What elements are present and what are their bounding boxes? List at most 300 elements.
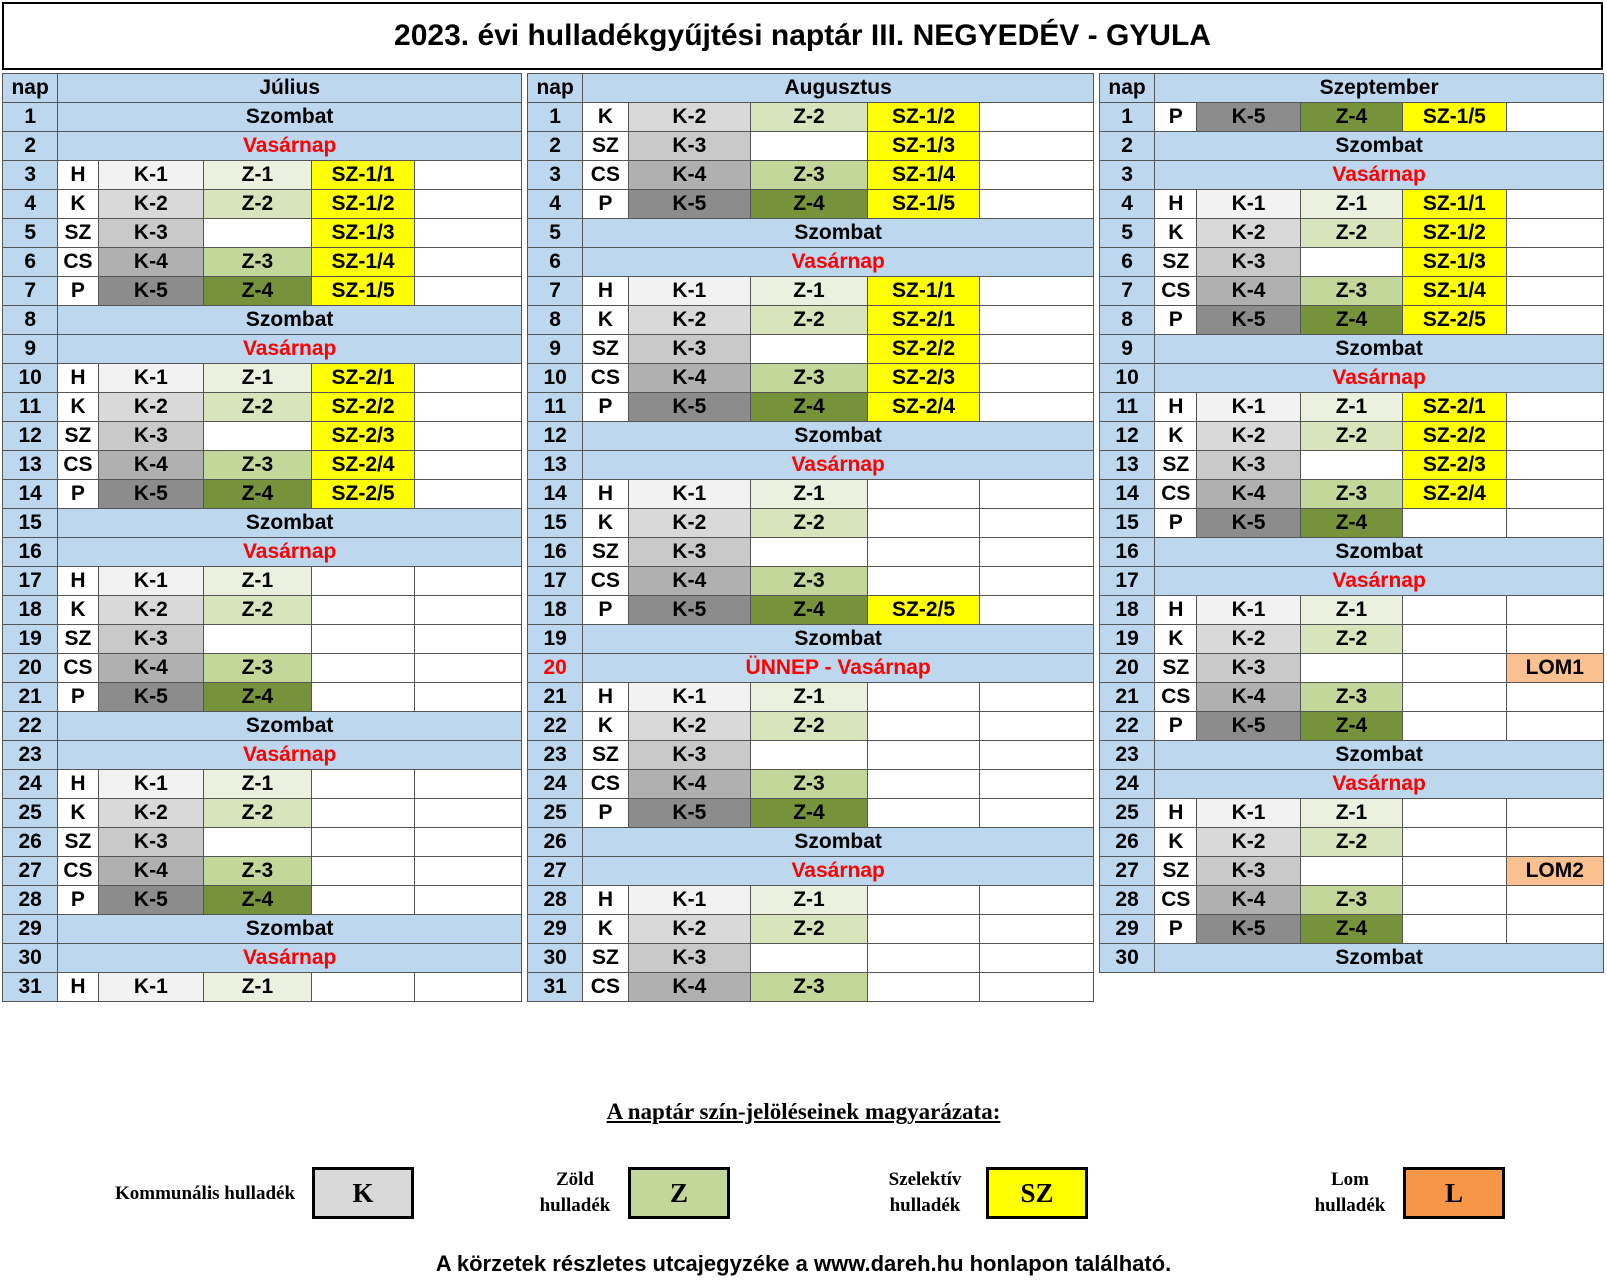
- kommunalis-cell: K-3: [1197, 857, 1300, 886]
- zold-cell: Z-1: [751, 277, 868, 306]
- weekday-cell: SZ: [1155, 248, 1197, 277]
- weekend-cell: Szombat: [58, 306, 522, 335]
- zold-cell: Z-3: [751, 567, 868, 596]
- calendar-august: [527, 73, 1094, 1002]
- weekday-cell: SZ: [583, 132, 628, 161]
- weekday-cell: P: [58, 277, 98, 306]
- kommunalis-cell: K-4: [98, 857, 204, 886]
- szelektiv-cell: [311, 654, 415, 683]
- day-number: 9: [528, 335, 583, 364]
- weekday-cell: CS: [583, 770, 628, 799]
- szelektiv-cell: SZ-2/2: [867, 335, 980, 364]
- kommunalis-cell: K-4: [1197, 683, 1300, 712]
- day-number: 20: [528, 654, 583, 683]
- holiday-cell: Vasárnap: [1155, 161, 1604, 190]
- szelektiv-cell: [867, 509, 980, 538]
- weekday-cell: H: [58, 567, 98, 596]
- legend-label-szelektiv: Szelektív hulladék: [888, 1169, 962, 1216]
- lom-cell: [415, 625, 522, 654]
- day-number: 13: [528, 451, 583, 480]
- day-number: 28: [1100, 886, 1155, 915]
- day-number: 23: [1100, 741, 1155, 770]
- zold-cell: Z-3: [204, 248, 312, 277]
- kommunalis-cell: K-4: [1197, 277, 1300, 306]
- kommunalis-cell: K-5: [98, 480, 204, 509]
- day-column-header: nap: [1100, 74, 1155, 103]
- day-number: 5: [528, 219, 583, 248]
- day-row: [1100, 480, 1604, 509]
- zold-cell: Z-3: [1300, 886, 1402, 915]
- zold-cell: Z-2: [204, 393, 312, 422]
- day-number: 18: [3, 596, 58, 625]
- zold-cell: Z-4: [1300, 103, 1402, 132]
- kommunalis-cell: K-3: [98, 828, 204, 857]
- szelektiv-cell: SZ-1/2: [1403, 219, 1506, 248]
- zold-cell: Z-3: [1300, 683, 1402, 712]
- lom-cell: [415, 886, 522, 915]
- day-row: [1100, 915, 1604, 944]
- szelektiv-cell: SZ-1/1: [311, 161, 415, 190]
- page-title: 2023. évi hulladékgyűjtési naptár III. NEGYEDÉV - GYULA: [2, 2, 1603, 70]
- zold-cell: Z-1: [751, 683, 868, 712]
- day-number: 31: [3, 973, 58, 1002]
- day-row: [1100, 828, 1604, 857]
- szelektiv-cell: SZ-2/5: [311, 480, 415, 509]
- lom-cell: [1506, 277, 1603, 306]
- weekday-cell: K: [1155, 828, 1197, 857]
- kommunalis-cell: K-4: [628, 567, 751, 596]
- day-number: 21: [528, 683, 583, 712]
- day-number: 22: [1100, 712, 1155, 741]
- lom-cell: [980, 509, 1094, 538]
- weekday-cell: SZ: [58, 219, 98, 248]
- weekday-cell: H: [58, 770, 98, 799]
- lom-cell: [980, 364, 1094, 393]
- kommunalis-cell: K-1: [98, 770, 204, 799]
- weekday-cell: K: [58, 190, 98, 219]
- day-number: 8: [528, 306, 583, 335]
- day-number: 20: [1100, 654, 1155, 683]
- day-row: [528, 277, 1094, 306]
- szelektiv-cell: SZ-2/3: [1403, 451, 1506, 480]
- kommunalis-cell: K-4: [628, 161, 751, 190]
- day-number: 24: [3, 770, 58, 799]
- lom-cell: [980, 683, 1094, 712]
- kommunalis-cell: K-5: [1197, 509, 1300, 538]
- zold-cell: [1300, 654, 1402, 683]
- day-number: 22: [3, 712, 58, 741]
- lom-cell: [980, 335, 1094, 364]
- day-number: 21: [3, 683, 58, 712]
- szelektiv-cell: [867, 741, 980, 770]
- day-row: [1100, 219, 1604, 248]
- weekday-cell: H: [1155, 799, 1197, 828]
- szelektiv-cell: [867, 770, 980, 799]
- szelektiv-cell: SZ-1/3: [311, 219, 415, 248]
- day-row: [3, 393, 522, 422]
- zold-cell: Z-3: [751, 770, 868, 799]
- lom-cell: [415, 364, 522, 393]
- weekday-cell: P: [58, 480, 98, 509]
- weekday-cell: P: [583, 799, 628, 828]
- kommunalis-cell: K-2: [1197, 422, 1300, 451]
- lom-cell: LOM2: [1506, 857, 1603, 886]
- kommunalis-cell: K-2: [98, 393, 204, 422]
- kommunalis-cell: K-3: [628, 132, 751, 161]
- lom-cell: [980, 393, 1094, 422]
- day-row: [3, 625, 522, 654]
- day-number: 17: [1100, 567, 1155, 596]
- lom-cell: [980, 277, 1094, 306]
- kommunalis-cell: K-3: [628, 944, 751, 973]
- day-number: 4: [528, 190, 583, 219]
- zold-cell: Z-4: [751, 799, 868, 828]
- day-number: 28: [3, 886, 58, 915]
- lom-cell: [980, 306, 1094, 335]
- weekday-cell: CS: [1155, 480, 1197, 509]
- lom-cell: [1506, 712, 1603, 741]
- weekday-cell: SZ: [58, 422, 98, 451]
- day-number: 26: [528, 828, 583, 857]
- szelektiv-cell: [1403, 712, 1506, 741]
- day-number: 29: [3, 915, 58, 944]
- day-number: 14: [3, 480, 58, 509]
- day-row: [1100, 335, 1604, 364]
- day-number: 20: [3, 654, 58, 683]
- day-row: [1100, 364, 1604, 393]
- kommunalis-cell: K-2: [1197, 219, 1300, 248]
- szelektiv-cell: SZ-1/2: [867, 103, 980, 132]
- lom-cell: [415, 277, 522, 306]
- day-row: [528, 393, 1094, 422]
- szelektiv-cell: [867, 973, 980, 1002]
- weekend-cell: Szombat: [58, 915, 522, 944]
- zold-cell: Z-2: [1300, 828, 1402, 857]
- szelektiv-cell: [867, 886, 980, 915]
- weekday-cell: SZ: [1155, 857, 1197, 886]
- zold-cell: Z-2: [751, 712, 868, 741]
- day-row: [3, 509, 522, 538]
- zold-cell: Z-4: [1300, 712, 1402, 741]
- kommunalis-cell: K-3: [98, 219, 204, 248]
- day-row: [528, 712, 1094, 741]
- day-row: [1100, 161, 1604, 190]
- weekday-cell: CS: [1155, 886, 1197, 915]
- day-number: 24: [1100, 770, 1155, 799]
- day-row: [528, 422, 1094, 451]
- day-number: 15: [528, 509, 583, 538]
- day-number: 2: [3, 132, 58, 161]
- weekday-cell: SZ: [583, 741, 628, 770]
- szelektiv-cell: [311, 567, 415, 596]
- day-row: [1100, 741, 1604, 770]
- day-row: [1100, 567, 1604, 596]
- szelektiv-cell: [867, 683, 980, 712]
- day-number: 16: [528, 538, 583, 567]
- kommunalis-cell: K-1: [1197, 596, 1300, 625]
- weekday-cell: K: [1155, 422, 1197, 451]
- day-row: [3, 480, 522, 509]
- legend-label-zold: Zöld hulladék: [539, 1169, 611, 1216]
- holiday-cell: Vasárnap: [1155, 770, 1604, 799]
- weekday-cell: H: [583, 886, 628, 915]
- weekday-cell: P: [1155, 712, 1197, 741]
- lom-cell: [1506, 190, 1603, 219]
- month-header-row: [3, 74, 522, 103]
- zold-cell: Z-4: [204, 683, 312, 712]
- day-number: 27: [528, 857, 583, 886]
- weekday-cell: H: [58, 364, 98, 393]
- szelektiv-cell: [311, 973, 415, 1002]
- szelektiv-cell: [311, 886, 415, 915]
- day-number: 11: [528, 393, 583, 422]
- weekday-cell: K: [1155, 625, 1197, 654]
- kommunalis-cell: K-1: [1197, 799, 1300, 828]
- day-row: [3, 770, 522, 799]
- day-number: 11: [1100, 393, 1155, 422]
- kommunalis-cell: K-5: [1197, 306, 1300, 335]
- lom-cell: [980, 944, 1094, 973]
- zold-cell: Z-2: [1300, 422, 1402, 451]
- day-number: 15: [3, 509, 58, 538]
- day-row: [528, 828, 1094, 857]
- szelektiv-cell: SZ-1/4: [311, 248, 415, 277]
- zold-cell: Z-2: [1300, 625, 1402, 654]
- zold-cell: Z-2: [1300, 219, 1402, 248]
- weekday-cell: P: [1155, 915, 1197, 944]
- szelektiv-cell: SZ-1/1: [1403, 190, 1506, 219]
- szelektiv-cell: [1403, 625, 1506, 654]
- kommunalis-cell: K-5: [1197, 915, 1300, 944]
- day-row: [3, 451, 522, 480]
- day-row: [528, 741, 1094, 770]
- day-number: 10: [528, 364, 583, 393]
- kommunalis-cell: K-5: [1197, 103, 1300, 132]
- weekday-cell: P: [583, 393, 628, 422]
- lom-cell: [1506, 625, 1603, 654]
- zold-cell: Z-1: [1300, 393, 1402, 422]
- day-number: 2: [1100, 132, 1155, 161]
- lom-cell: [980, 161, 1094, 190]
- lom-cell: [415, 683, 522, 712]
- holiday-cell: ÜNNEP - Vasárnap: [583, 654, 1094, 683]
- holiday-cell: Vasárnap: [1155, 364, 1604, 393]
- kommunalis-cell: K-5: [628, 190, 751, 219]
- zold-cell: Z-4: [751, 596, 868, 625]
- day-row: [528, 538, 1094, 567]
- kommunalis-cell: K-3: [98, 422, 204, 451]
- day-row: [528, 596, 1094, 625]
- kommunalis-cell: K-5: [98, 886, 204, 915]
- lom-cell: [980, 596, 1094, 625]
- day-row: [528, 480, 1094, 509]
- zold-cell: Z-1: [1300, 596, 1402, 625]
- day-number: 17: [3, 567, 58, 596]
- zold-cell: Z-4: [204, 480, 312, 509]
- day-number: 28: [528, 886, 583, 915]
- day-row: [528, 973, 1094, 1002]
- kommunalis-cell: K-1: [628, 683, 751, 712]
- day-number: 7: [528, 277, 583, 306]
- day-row: [3, 886, 522, 915]
- day-row: [1100, 248, 1604, 277]
- weekday-cell: P: [1155, 103, 1197, 132]
- day-row: [528, 248, 1094, 277]
- weekday-cell: SZ: [1155, 654, 1197, 683]
- szelektiv-cell: [1403, 654, 1506, 683]
- szelektiv-cell: [867, 712, 980, 741]
- day-column-header: nap: [528, 74, 583, 103]
- szelektiv-cell: [1403, 915, 1506, 944]
- kommunalis-cell: K-1: [98, 364, 204, 393]
- kommunalis-cell: K-5: [98, 683, 204, 712]
- day-number: 14: [1100, 480, 1155, 509]
- szelektiv-cell: [1403, 886, 1506, 915]
- day-number: 12: [528, 422, 583, 451]
- day-row: [3, 364, 522, 393]
- day-number: 27: [3, 857, 58, 886]
- weekday-cell: CS: [1155, 683, 1197, 712]
- kommunalis-cell: K-4: [628, 364, 751, 393]
- weekend-cell: Szombat: [1155, 538, 1604, 567]
- weekday-cell: P: [583, 596, 628, 625]
- lom-cell: [1506, 683, 1603, 712]
- holiday-cell: Vasárnap: [583, 248, 1094, 277]
- szelektiv-cell: [311, 683, 415, 712]
- lom-cell: [980, 132, 1094, 161]
- day-number: 22: [528, 712, 583, 741]
- szelektiv-cell: SZ-2/4: [311, 451, 415, 480]
- szelektiv-cell: SZ-1/5: [311, 277, 415, 306]
- kommunalis-cell: K-4: [1197, 886, 1300, 915]
- kommunalis-cell: K-3: [1197, 451, 1300, 480]
- day-row: [3, 857, 522, 886]
- zold-cell: Z-4: [1300, 509, 1402, 538]
- day-number: 1: [1100, 103, 1155, 132]
- szelektiv-cell: [867, 799, 980, 828]
- kommunalis-cell: K-2: [628, 915, 751, 944]
- szelektiv-cell: SZ-2/4: [867, 393, 980, 422]
- weekday-cell: CS: [58, 248, 98, 277]
- footer-note: A körzetek részletes utcajegyzéke a www.dareh.hu honlapon található.: [435, 1251, 1172, 1276]
- weekend-cell: Szombat: [1155, 944, 1604, 973]
- weekday-cell: SZ: [583, 944, 628, 973]
- szelektiv-cell: [311, 625, 415, 654]
- szelektiv-cell: [1403, 683, 1506, 712]
- day-row: [1100, 132, 1604, 161]
- kommunalis-cell: K-1: [628, 277, 751, 306]
- kommunalis-cell: K-1: [1197, 393, 1300, 422]
- day-row: [528, 335, 1094, 364]
- kommunalis-cell: K-4: [628, 973, 751, 1002]
- weekday-cell: CS: [583, 567, 628, 596]
- zold-cell: Z-1: [204, 161, 312, 190]
- day-number: 16: [1100, 538, 1155, 567]
- szelektiv-cell: SZ-2/2: [311, 393, 415, 422]
- lom-cell: [1506, 219, 1603, 248]
- zold-cell: Z-3: [204, 451, 312, 480]
- zold-cell: [1300, 248, 1402, 277]
- day-row: [1100, 857, 1604, 886]
- kommunalis-cell: K-3: [628, 538, 751, 567]
- day-row: [528, 190, 1094, 219]
- kommunalis-cell: K-5: [628, 596, 751, 625]
- szelektiv-cell: SZ-1/5: [867, 190, 980, 219]
- weekday-cell: P: [1155, 509, 1197, 538]
- day-number: 11: [3, 393, 58, 422]
- zold-cell: Z-1: [204, 364, 312, 393]
- day-row: [1100, 277, 1604, 306]
- zold-cell: Z-1: [204, 567, 312, 596]
- zold-cell: Z-4: [1300, 306, 1402, 335]
- legend-title: A naptár szín-jelöléseinek magyarázata:: [606, 1099, 1001, 1124]
- kommunalis-cell: K-1: [98, 567, 204, 596]
- kommunalis-cell: K-2: [628, 712, 751, 741]
- kommunalis-cell: K-3: [1197, 248, 1300, 277]
- szelektiv-cell: SZ-1/4: [867, 161, 980, 190]
- day-row: [3, 219, 522, 248]
- day-row: [1100, 451, 1604, 480]
- day-number: 7: [3, 277, 58, 306]
- szelektiv-cell: SZ-2/5: [867, 596, 980, 625]
- day-number: 21: [1100, 683, 1155, 712]
- day-row: [528, 219, 1094, 248]
- day-number: 7: [1100, 277, 1155, 306]
- lom-cell: [980, 567, 1094, 596]
- zold-cell: Z-1: [751, 480, 868, 509]
- lom-cell: [415, 161, 522, 190]
- weekday-cell: K: [58, 799, 98, 828]
- day-number: 2: [528, 132, 583, 161]
- day-row: [1100, 654, 1604, 683]
- day-row: [1100, 944, 1604, 973]
- lom-cell: [1506, 799, 1603, 828]
- day-number: 5: [1100, 219, 1155, 248]
- day-column-header: nap: [3, 74, 58, 103]
- kommunalis-cell: K-1: [1197, 190, 1300, 219]
- day-number: 17: [528, 567, 583, 596]
- day-number: 1: [3, 103, 58, 132]
- weekday-cell: H: [1155, 190, 1197, 219]
- weekday-cell: H: [583, 480, 628, 509]
- zold-cell: Z-4: [751, 190, 868, 219]
- kommunalis-cell: K-2: [1197, 625, 1300, 654]
- kommunalis-cell: K-4: [1197, 480, 1300, 509]
- kommunalis-cell: K-2: [98, 799, 204, 828]
- weekday-cell: SZ: [58, 625, 98, 654]
- lom-cell: [1506, 509, 1603, 538]
- szelektiv-cell: SZ-2/4: [1403, 480, 1506, 509]
- lom-cell: [415, 828, 522, 857]
- lom-cell: [1506, 306, 1603, 335]
- kommunalis-cell: K-4: [98, 451, 204, 480]
- day-row: [1100, 770, 1604, 799]
- day-row: [1100, 596, 1604, 625]
- lom-cell: [1506, 596, 1603, 625]
- zold-cell: [204, 422, 312, 451]
- zold-cell: Z-4: [204, 886, 312, 915]
- zold-cell: Z-2: [751, 103, 868, 132]
- day-row: [3, 596, 522, 625]
- weekday-cell: CS: [583, 364, 628, 393]
- day-number: 23: [528, 741, 583, 770]
- kommunalis-cell: K-2: [628, 103, 751, 132]
- kommunalis-cell: K-3: [1197, 654, 1300, 683]
- kommunalis-cell: K-4: [628, 770, 751, 799]
- day-number: 19: [528, 625, 583, 654]
- day-row: [528, 103, 1094, 132]
- zold-cell: Z-2: [751, 915, 868, 944]
